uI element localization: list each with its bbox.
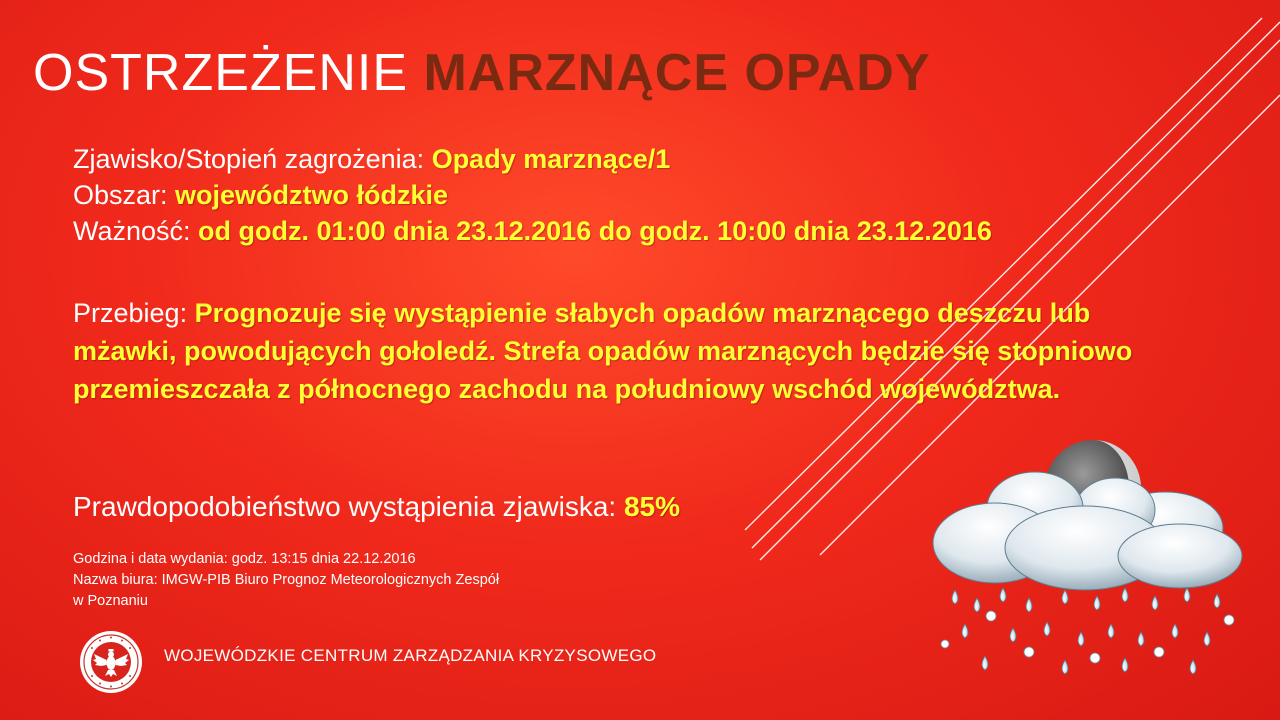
page-title (33, 40, 931, 106)
polish-eagle-emblem-icon (79, 630, 143, 694)
course-value: Prognozuje się wystąpienie słabych opadów marznącego deszczu lub mżawki, powodujących gołoledź. Strefa opadów marznących będzie się stopniowo przemieszczała z północnego zachodu na południowy wschód województwa. (73, 298, 1133, 404)
office-name: Nazwa biura: IMGW-PIB Biuro Prognoz Meteorologicznych Zespół (73, 572, 500, 588)
area-value: województwo łódzkie (175, 180, 449, 210)
footer-organization: WOJEWÓDZKIE CENTRUM ZARZĄDZANIA KRYZYSOWEGO (164, 646, 657, 665)
course-paragraph (73, 294, 1193, 408)
title-warning-word: OSTRZEŻENIE (33, 44, 424, 102)
probability-label: Prawdopodobieństwo wystąpienia zjawiska: (73, 491, 624, 522)
course-label: Przebieg: (73, 298, 195, 328)
issue-info (73, 549, 693, 612)
phenomenon-label: Zjawisko/Stopień zagrożenia: (73, 144, 432, 174)
freezing-rain-cloud-icon (925, 438, 1255, 688)
phenomenon-row (73, 141, 670, 177)
probability-row (73, 487, 680, 527)
office-location: w Poznaniu (73, 593, 148, 609)
phenomenon-value: Opady marznące/1 (431, 144, 671, 174)
probability-value: 85% (623, 491, 681, 522)
area-row (73, 177, 448, 213)
validity-label: Ważność: (73, 216, 199, 246)
area-label: Obszar: (73, 180, 176, 210)
issue-time: Godzina i data wydania: godz. 13:15 dnia 22.12.2016 (73, 551, 416, 567)
validity-row (73, 213, 992, 249)
validity-value: od godz. 01:00 dnia 23.12.2016 do godz. 10:00 dnia 23.12.2016 (198, 216, 992, 246)
title-phenomenon: MARZNĄCE OPADY (423, 44, 931, 102)
